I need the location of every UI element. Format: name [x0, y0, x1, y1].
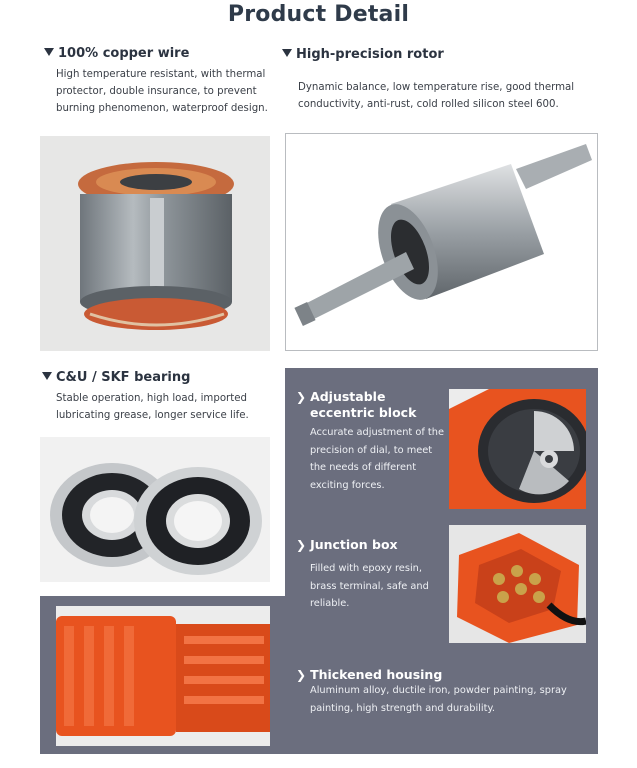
- rotor-image: [285, 133, 598, 351]
- housing-heading: ❯ Thickened housing: [296, 667, 443, 682]
- chevron-right-icon: ❯: [296, 390, 307, 404]
- triangle-down-icon: [42, 372, 52, 380]
- rotor-description: Dynamic balance, low temperature rise, good thermal conductivity, anti-rust, cold rolled silicon steel 600.: [298, 82, 575, 110]
- eccentric-block-heading: ❯ Adjustable eccentric block: [296, 389, 417, 420]
- bearing-heading: C&U / SKF bearing: [42, 370, 190, 385]
- bearing-description: Stable operation, high load, imported lubricating grease, longer service life.: [56, 393, 249, 421]
- junction-box-description: Filled with epoxy resin, brass terminal, safe and reliable.: [310, 563, 429, 609]
- copper-wire-heading: 100% copper wire: [44, 46, 189, 61]
- page-title: Product Detail: [227, 2, 410, 27]
- triangle-down-icon: [282, 49, 292, 57]
- junction-box-image: [449, 525, 586, 643]
- chevron-right-icon: ❯: [296, 668, 307, 682]
- bearing-image: [40, 437, 270, 582]
- chevron-right-icon: ❯: [296, 538, 307, 552]
- eccentric-block-image: [449, 389, 586, 509]
- stator-image: [40, 136, 270, 351]
- junction-box-heading: ❯ Junction box: [296, 537, 398, 552]
- copper-wire-description: High temperature resistant, with thermal protector, double insurance, to prevent burning phenomenon, waterproof design.: [56, 69, 268, 114]
- rotor-heading: High-precision rotor: [282, 47, 444, 62]
- housing-description: Aluminum alloy, ductile iron, powder painting, spray painting, high strength and durability.: [310, 685, 567, 714]
- eccentric-block-description: Accurate adjustment of the precision of dial, to meet the needs of different exciting forces.: [310, 427, 444, 491]
- triangle-down-icon: [44, 48, 54, 56]
- housing-image: [56, 606, 270, 746]
